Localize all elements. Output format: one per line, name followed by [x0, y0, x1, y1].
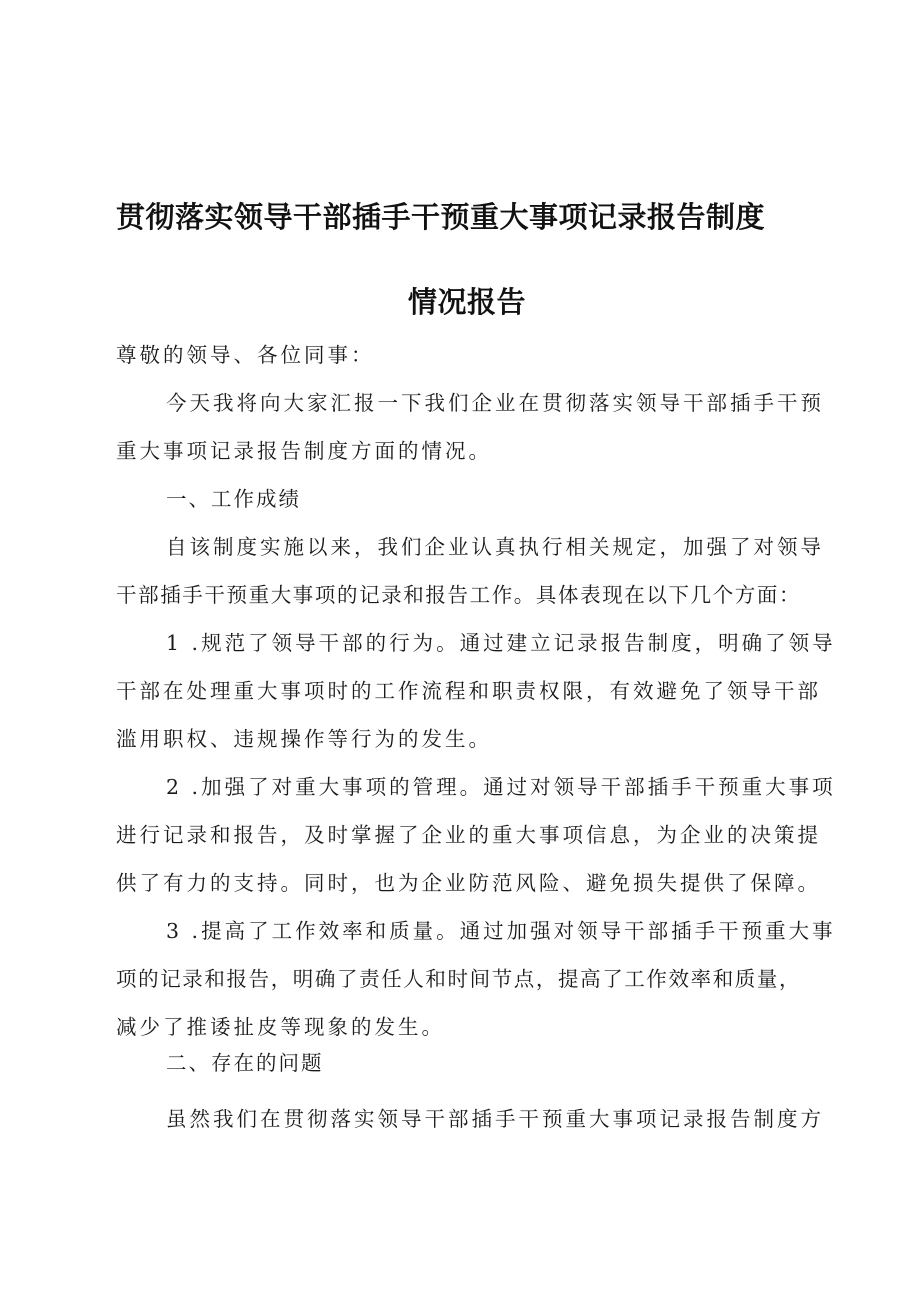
salutation: 尊敬的领导、各位同事：: [116, 343, 375, 367]
item1-line: 滥用职权、违规操作等行为的发生。: [116, 727, 492, 751]
section2-intro-line: 虽然我们在贯彻落实领导干部插手干预重大事项记录报告制度方: [166, 1107, 824, 1131]
intro-line: 重大事项记录报告制度方面的情况。: [116, 439, 492, 463]
section2-heading: 二、存在的问题: [166, 1051, 324, 1075]
item3-line: 3 .提高了工作效率和质量。通过加强对领导干部插手干预重大事: [166, 919, 836, 943]
document-title-line-2: 情况报告: [408, 285, 527, 319]
item2-line: 2 .加强了对重大事项的管理。通过对领导干部插手干预重大事项: [166, 775, 836, 799]
section1-intro-line: 干部插手干预重大事项的记录和报告工作。具体表现在以下几个方面：: [116, 583, 802, 607]
intro-line: 今天我将向大家汇报一下我们企业在贯彻落实领导干部插手干预: [166, 391, 824, 415]
section1-intro-line: 自该制度实施以来，我们企业认真执行相关规定，加强了对领导: [166, 535, 824, 559]
section1-heading: 一、工作成绩: [166, 487, 301, 511]
item2-line: 供了有力的支持。同时，也为企业防范风险、避免损失提供了保障。: [116, 871, 821, 895]
item2-line: 进行记录和报告，及时掌握了企业的重大事项信息，为企业的决策提: [116, 823, 821, 847]
item3-line: 减少了推诿扯皮等现象的发生。: [116, 1015, 445, 1039]
item1-line: 干部在处理重大事项时的工作流程和职责权限，有效避免了领导干部: [116, 679, 821, 703]
item1-line: 1 .规范了领导干部的行为。通过建立记录报告制度，明确了领导: [166, 631, 836, 655]
document-title-line-1: 贯彻落实领导干部插手干预重大事项记录报告制度: [116, 200, 766, 234]
item3-line: 项的记录和报告，明确了责任人和时间节点，提高了工作效率和质量，: [116, 967, 802, 991]
